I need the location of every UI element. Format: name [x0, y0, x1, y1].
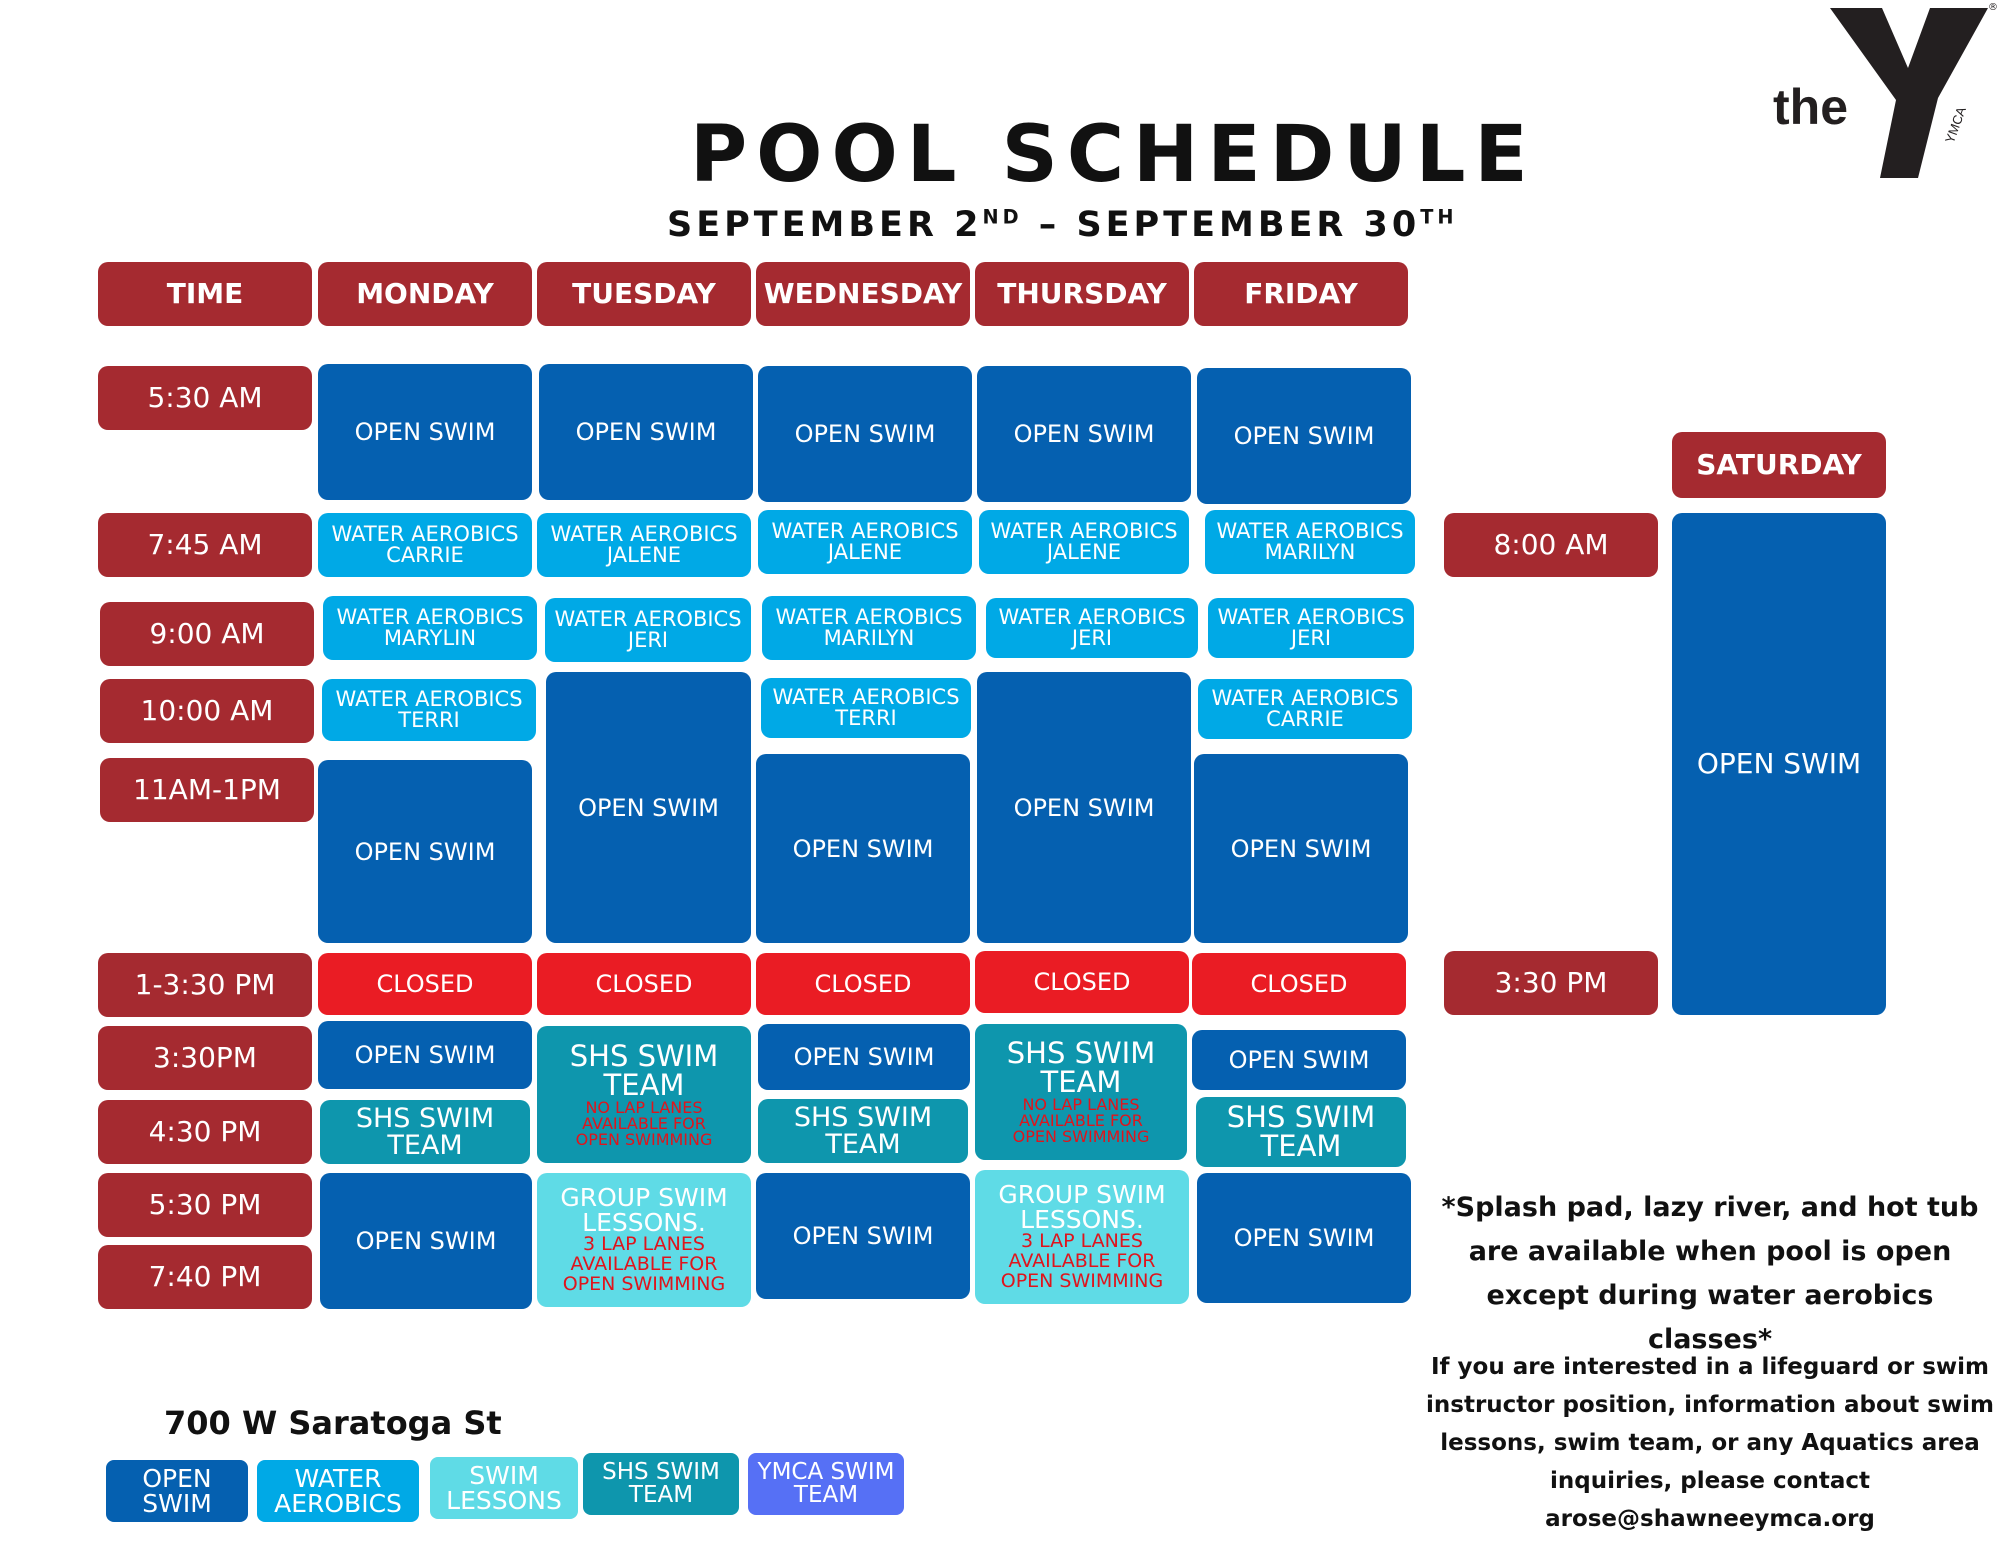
subtitle-end: SEPTEMBER 30 [1076, 205, 1421, 245]
instructor-name: JERI [1071, 626, 1113, 650]
wed-open-swim-330: OPEN SWIM [758, 1024, 970, 1090]
contact-email[interactable]: arose@shawneeymca.org [1545, 1506, 1875, 1532]
shs-label: SHS SWIM [355, 1103, 495, 1134]
registered-mark: ® [1988, 2, 1998, 13]
activity-label: WATER AEROBICS [335, 687, 523, 711]
subtitle-start-sup: ND [982, 205, 1023, 229]
no-lap-note-1: NO LAP LANES [585, 1097, 703, 1117]
thu-group-swim-lessons [975, 1170, 1189, 1304]
time-530pm: 5:30 PM [98, 1173, 312, 1237]
header-saturday: SATURDAY [1672, 432, 1886, 498]
legend-shs-swim-team [583, 1453, 739, 1515]
wed-water-aerobics-900 [762, 596, 976, 660]
legend-label-2: TEAM [793, 1482, 859, 1508]
no-lap-note-2: AVAILABLE FOR [582, 1113, 706, 1133]
instructor-name: TERRI [398, 708, 460, 732]
activity-label: WATER AEROBICS [1211, 686, 1399, 710]
activity-label: WATER AEROBICS [775, 605, 963, 629]
tue-water-aerobics-900 [545, 598, 751, 662]
legend-ymca-swim-team [748, 1453, 904, 1515]
mon-open-swim-evening: OPEN SWIM [320, 1173, 532, 1309]
time-1-330pm: 1-3:30 PM [98, 953, 312, 1017]
fri-water-aerobics-900 [1208, 598, 1414, 658]
instructor-name: TERRI [835, 706, 897, 730]
wed-water-aerobics-745 [758, 510, 972, 574]
no-lap-note-3: OPEN SWIMMING [575, 1129, 713, 1149]
sat-time-start: 8:00 AM [1444, 513, 1658, 577]
activity-label: WATER AEROBICS [771, 519, 959, 543]
subtitle-sep: – [1022, 205, 1077, 245]
time-1000am: 10:00 AM [100, 679, 314, 743]
header-monday: MONDAY [318, 262, 532, 326]
group-swim-label: GROUP SWIM [560, 1183, 728, 1213]
legend-label-1: SWIM [469, 1461, 539, 1490]
contact-line-3: lessons, swim team, or any Aquatics area [1440, 1430, 1980, 1456]
y-logo-icon [1830, 0, 1990, 180]
wed-shs-swim-team [758, 1099, 968, 1163]
shs-label: SHS SWIM [569, 1038, 719, 1073]
mon-open-swim-morning: OPEN SWIM [318, 364, 532, 500]
instructor-name: JALENE [606, 543, 682, 567]
legend-water-aerobics [257, 1460, 419, 1522]
team-label: TEAM [603, 1067, 685, 1102]
team-label: TEAM [387, 1130, 463, 1161]
fri-open-swim-evening: OPEN SWIM [1197, 1173, 1411, 1303]
activity-label: WATER AEROBICS [550, 522, 738, 546]
fri-open-swim-midday: OPEN SWIM [1194, 754, 1408, 943]
legend-label-1: YMCA SWIM [757, 1459, 895, 1485]
mon-water-aerobics-900 [323, 596, 537, 660]
legend-label-1: WATER [294, 1464, 382, 1493]
thu-open-swim-midday: OPEN SWIM [977, 672, 1191, 943]
legend-label-2: LESSONS [446, 1486, 562, 1515]
header-wednesday: WEDNESDAY [756, 262, 970, 326]
thu-water-aerobics-745 [979, 510, 1189, 574]
thu-shs-swim-team [975, 1024, 1187, 1160]
instructor-name: JERI [627, 628, 669, 652]
mon-open-swim-midday: OPEN SWIM [318, 760, 532, 943]
time-530am: 5:30 AM [98, 366, 312, 430]
fri-open-swim-morning: OPEN SWIM [1197, 368, 1411, 504]
fri-open-swim-330: OPEN SWIM [1192, 1030, 1406, 1090]
tue-shs-swim-team [537, 1026, 751, 1163]
mon-open-swim-330: OPEN SWIM [318, 1021, 532, 1089]
time-745am: 7:45 AM [98, 513, 312, 577]
legend-open-swim [106, 1460, 248, 1522]
contact-line-4: inquiries, please contact [1550, 1468, 1870, 1494]
lap-lanes-note-2: AVAILABLE FOR [1008, 1250, 1156, 1273]
legend-label-2: TEAM [628, 1482, 694, 1508]
team-label: TEAM [1040, 1065, 1122, 1099]
page-title: POOL SCHEDULE [690, 110, 1537, 200]
page-subtitle [667, 205, 1458, 245]
instructor-name: JALENE [827, 540, 903, 564]
subtitle-end-sup: TH [1420, 205, 1458, 229]
instructor-name: MARILYN [823, 626, 915, 650]
time-430pm: 4:30 PM [98, 1100, 312, 1164]
amenities-line-1: *Splash pad, lazy river, and hot tub [1441, 1192, 1979, 1223]
lessons-label: LESSONS. [1020, 1205, 1144, 1235]
contact-line-1: If you are interested in a lifeguard or swim [1430, 1354, 1990, 1380]
legend-label-2: SWIM [142, 1489, 212, 1518]
wed-open-swim-midday: OPEN SWIM [756, 754, 970, 943]
shs-label: SHS SWIM [793, 1102, 933, 1133]
wed-closed: CLOSED [756, 953, 970, 1015]
lap-lanes-note-3: OPEN SWIMMING [562, 1272, 726, 1295]
no-lap-note-3: OPEN SWIMMING [1012, 1127, 1150, 1146]
instructor-name: JALENE [1046, 540, 1122, 564]
header-time: TIME [98, 262, 312, 326]
fri-water-aerobics-1000 [1198, 679, 1412, 739]
tue-open-swim-midday: OPEN SWIM [546, 672, 751, 943]
tue-open-swim-morning: OPEN SWIM [539, 364, 753, 500]
time-740pm: 7:40 PM [98, 1245, 312, 1309]
header-friday: FRIDAY [1194, 262, 1408, 326]
activity-label: WATER AEROBICS [336, 605, 524, 629]
instructor-name: MARYLIN [383, 626, 477, 650]
amenities-note [1420, 1186, 2000, 1362]
header-tuesday: TUESDAY [537, 262, 751, 326]
mon-water-aerobics-745 [318, 513, 532, 577]
lessons-label: LESSONS. [582, 1208, 706, 1238]
wed-open-swim-evening: OPEN SWIM [756, 1173, 970, 1299]
contact-note [1420, 1348, 2000, 1538]
activity-label: WATER AEROBICS [1217, 605, 1405, 629]
instructor-name: JERI [1290, 626, 1332, 650]
wed-water-aerobics-1000 [761, 678, 971, 738]
group-swim-label: GROUP SWIM [998, 1180, 1166, 1210]
no-lap-note-1: NO LAP LANES [1022, 1095, 1140, 1114]
sat-time-end: 3:30 PM [1444, 951, 1658, 1015]
activity-label: WATER AEROBICS [331, 522, 519, 546]
shs-label: SHS SWIM [1006, 1036, 1156, 1070]
tue-closed: CLOSED [537, 953, 751, 1015]
logo-word: the [1773, 79, 1848, 135]
mon-shs-swim-team [320, 1100, 530, 1164]
instructor-name: CARRIE [386, 543, 464, 567]
legend-label-1: SHS SWIM [602, 1459, 720, 1485]
team-label: TEAM [825, 1129, 901, 1160]
thu-water-aerobics-900 [986, 598, 1198, 658]
lap-lanes-note-2: AVAILABLE FOR [570, 1253, 718, 1276]
activity-label: WATER AEROBICS [998, 605, 1186, 629]
instructor-name: CARRIE [1266, 707, 1344, 731]
thu-open-swim-morning: OPEN SWIM [977, 366, 1191, 502]
lap-lanes-note-3: OPEN SWIMMING [1000, 1269, 1164, 1292]
amenities-line-3: except during water aerobics classes* [1486, 1280, 1934, 1355]
lap-lanes-note-1: 3 LAP LANES [583, 1233, 705, 1256]
activity-label: WATER AEROBICS [554, 607, 742, 631]
time-900am: 9:00 AM [100, 602, 314, 666]
header-thursday: THURSDAY [975, 262, 1189, 326]
mon-closed: CLOSED [318, 953, 532, 1015]
instructor-name: MARILYN [1264, 540, 1356, 564]
sat-open-swim: OPEN SWIM [1672, 513, 1886, 1015]
mon-water-aerobics-1000 [322, 679, 536, 741]
legend-label-2: AEROBICS [274, 1489, 402, 1518]
subtitle-start: SEPTEMBER 2 [667, 205, 983, 245]
team-label: TEAM [1260, 1129, 1342, 1163]
fri-closed: CLOSED [1192, 953, 1406, 1015]
lap-lanes-note-1: 3 LAP LANES [1021, 1230, 1143, 1253]
shs-label: SHS SWIM [1226, 1100, 1376, 1134]
legend-swim-lessons [430, 1457, 578, 1519]
time-330pm: 3:30PM [98, 1026, 312, 1090]
no-lap-note-2: AVAILABLE FOR [1019, 1111, 1143, 1130]
tue-water-aerobics-745 [537, 513, 751, 577]
amenities-line-2: are available when pool is open [1468, 1236, 1952, 1267]
address: 700 W Saratoga St [164, 1404, 502, 1442]
thu-closed: CLOSED [975, 951, 1189, 1013]
fri-shs-swim-team [1196, 1097, 1406, 1167]
activity-label: WATER AEROBICS [1216, 519, 1404, 543]
wed-open-swim-morning: OPEN SWIM [758, 366, 972, 502]
legend-label-1: OPEN [142, 1464, 212, 1493]
activity-label: WATER AEROBICS [990, 519, 1178, 543]
activity-label: WATER AEROBICS [772, 685, 960, 709]
tue-group-swim-lessons [537, 1173, 751, 1307]
logo-brand: YMCA [1942, 104, 1969, 146]
contact-line-2: instructor position, information about swim [1426, 1392, 1994, 1418]
ymca-logo [1770, 0, 2000, 185]
time-11am-1pm: 11AM-1PM [100, 758, 314, 822]
fri-water-aerobics-745 [1205, 510, 1415, 574]
